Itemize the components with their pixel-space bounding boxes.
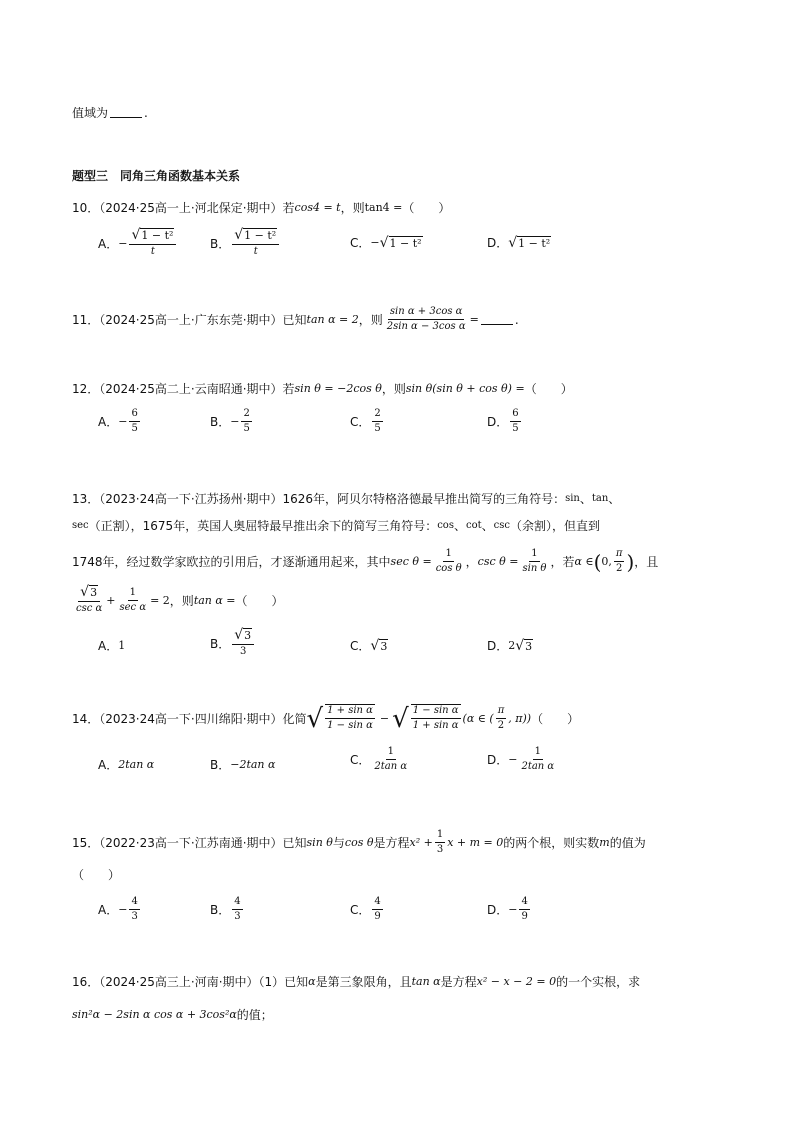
- question-16-line-2: sin²α − 2sin α cos α + 3cos²α 的值；: [72, 1008, 273, 1022]
- q15-option-b[interactable]: B． $\frac{4}{3}$: [210, 896, 241, 922]
- q14-option-a[interactable]: A． 2tan α: [98, 758, 155, 772]
- answer-blank[interactable]: [110, 107, 142, 118]
- question-13-line-4: √ 3 csc α + $\frac{1}{\text{sec α}}$ = 2 ，则 tan α = （ ）: [76, 584, 284, 614]
- q12-option-b[interactable]: B． − $\frac{2}{5}$: [210, 408, 250, 434]
- question-15: 15．（2022·23高一下·江苏南通·期中）已知 sin θ 与 cos θ 是方程 x² + $\frac{1}{3}$ x + m = 0 的两个根，则实数 m 的值为: [72, 829, 646, 855]
- q14-option-d[interactable]: D． − $\frac{1}{\text{2tan α}}$: [487, 746, 555, 772]
- answer-blank[interactable]: [481, 314, 513, 325]
- question-13-line-2: sec （正割），1675年，英国人奥屈特最早推出余下的简写三角符号： cos 、 cot 、 csc （余割），但直到: [72, 519, 600, 533]
- question-15-paren: （ ）: [72, 868, 121, 882]
- question-13-line-3: 1748年，经过数学家欧拉的引用后，才逐渐通用起来，其中 sec θ = $\frac{1}{\text{cos θ}}$ ， csc θ = $\frac{1}{\text{sin θ}}$ ，若 α ∈ ( 0, $\frac{\pi}{2}$ ) ，且: [72, 548, 659, 574]
- question-10: 10．（2024·25高一上·河北保定·期中）若 cos4 = t ，则 tan4 = （ ）: [72, 201, 451, 215]
- question-14: 14．（2023·24高一下·四川绵阳·期中）化简 √ $\frac{\text{1 + sin α}}{\text{1 − sin α}}$ − √ $\frac{\text{1 − sin α}}{\text{1 + sin α}}$ (α ∈ ( $\frac{\pi}{2}$ , π)) （ ）: [72, 704, 580, 734]
- q13-option-b[interactable]: B． √ 3 3: [210, 628, 256, 658]
- q12-option-a[interactable]: A． − $\frac{6}{5}$: [98, 408, 138, 434]
- q12-option-c[interactable]: C． $\frac{2}{5}$: [350, 408, 381, 434]
- q13-option-a[interactable]: A． 1: [98, 639, 126, 653]
- q15-option-a[interactable]: A． − $\frac{4}{3}$: [98, 896, 138, 922]
- q14-option-c[interactable]: C． $\frac{1}{\text{2tan α}}$: [350, 746, 408, 772]
- intro-text: 值域为: [72, 106, 109, 120]
- q10-option-c[interactable]: C． − √ 1 − t²: [350, 234, 422, 251]
- section-title: 题型三 同角三角函数基本关系: [72, 169, 241, 183]
- q15-option-d[interactable]: D． − $\frac{4}{9}$: [487, 896, 528, 922]
- q10-option-b[interactable]: B． √ 1 − t² t: [210, 228, 281, 258]
- question-11: 11．（2024·25高一上·广东东莞·期中）已知 tan α = 2 ，则 $\frac{\text{sin α + 3cos α}}{\text{2sin α − 3cos α}}$ = .: [72, 306, 519, 332]
- question-13-line-1: 13．（2023·24高一下·江苏扬州·期中）1626年，阿贝尔特格洛德最早推出简写的三角符号： sin 、 tan 、: [72, 492, 621, 506]
- intro-line: 值域为 .: [72, 105, 148, 120]
- q13-option-d[interactable]: D． 2 √ 3: [487, 637, 533, 654]
- q15-option-c[interactable]: C． $\frac{4}{9}$: [350, 896, 381, 922]
- question-12: 12．（2024·25高二上·云南昭通·期中）若 sin θ = −2cos θ ，则 sin θ(sin θ + cos θ) = （ ）: [72, 382, 573, 396]
- question-16-line-1: 16．（2024·25高三上·河南·期中）（1）已知 α 是第三象限角，且 tan α 是方程 x² − x − 2 = 0 的一个实根，求: [72, 975, 641, 989]
- q10-option-d[interactable]: D． √ 1 − t²: [487, 234, 551, 251]
- q10-option-a[interactable]: A． − √ 1 − t² t: [98, 228, 178, 258]
- q14-option-b[interactable]: B． −2tan α: [210, 758, 276, 772]
- q13-option-c[interactable]: C． √ 3: [350, 637, 388, 654]
- q12-option-d[interactable]: D． $\frac{6}{5}$: [487, 408, 519, 434]
